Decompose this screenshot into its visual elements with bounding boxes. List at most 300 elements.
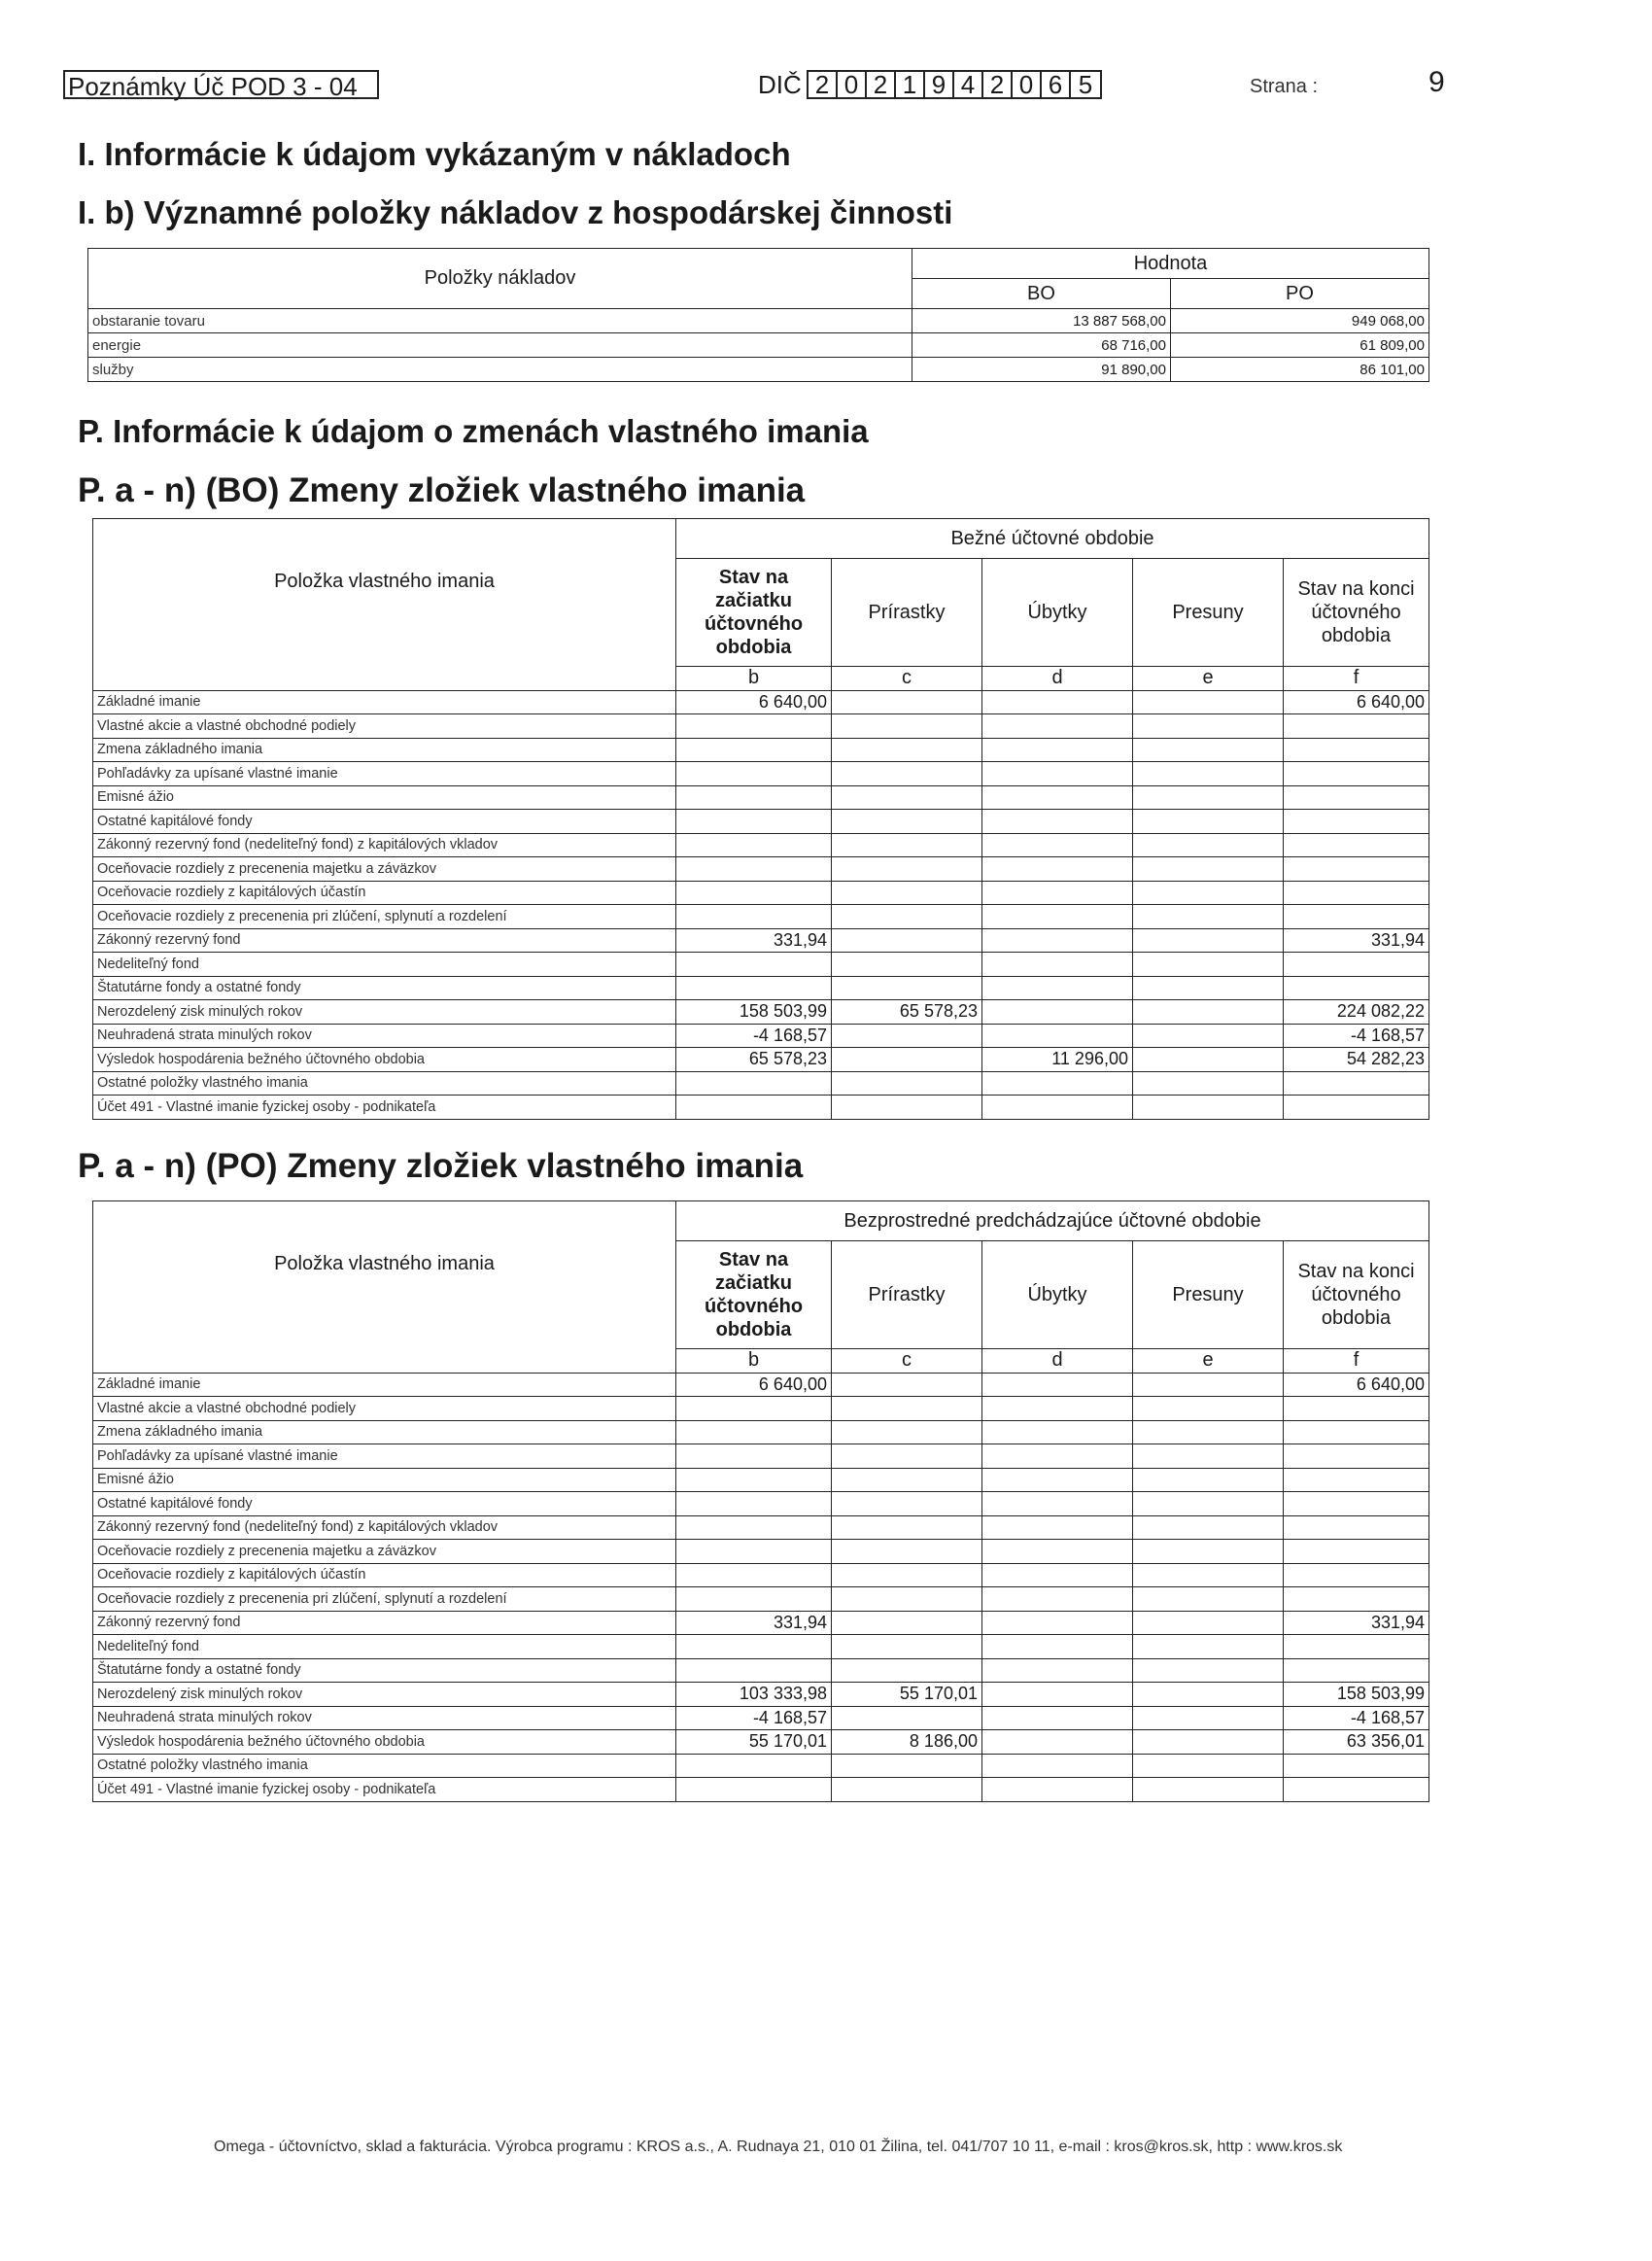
value-start — [676, 738, 832, 762]
value-increase — [832, 1468, 982, 1492]
value-start — [676, 1540, 832, 1564]
row-label: Ostatné položky vlastného imania — [93, 1071, 676, 1096]
value-increase: 65 578,23 — [832, 1000, 982, 1025]
value-decrease — [982, 881, 1133, 905]
value-increase — [832, 1024, 982, 1048]
section-p-title: P. Informácie k údajom o zmenách vlastného imania — [78, 413, 869, 449]
value-increase — [832, 714, 982, 739]
value-decrease — [982, 976, 1133, 1000]
value-start — [676, 833, 832, 857]
row-label: Neuhradená strata minulých rokov — [93, 1024, 676, 1048]
table-row — [93, 1563, 1429, 1587]
table-row — [88, 333, 1429, 358]
value-increase — [832, 1444, 982, 1469]
value-transfer — [1133, 928, 1284, 953]
cost-label: energie — [88, 333, 912, 358]
po-col-end-header: Stav na konci účtovného obdobia — [1284, 1241, 1429, 1349]
value-decrease — [982, 1373, 1133, 1397]
cost-po: 61 809,00 — [1171, 333, 1429, 358]
table-row — [93, 1587, 1429, 1612]
row-label: Zákonný rezervný fond (nedeliteľný fond) z kapitálových vkladov — [93, 1515, 676, 1540]
value-increase — [832, 1635, 982, 1659]
cost-po: 86 101,00 — [1171, 358, 1429, 382]
value-end — [1284, 1515, 1429, 1540]
value-end — [1284, 1492, 1429, 1516]
table-row — [93, 1683, 1429, 1707]
value-transfer — [1133, 1444, 1284, 1469]
value-end — [1284, 1658, 1429, 1683]
value-transfer — [1133, 1563, 1284, 1587]
dic-digit: 5 — [1078, 70, 1093, 99]
value-decrease — [982, 1778, 1133, 1802]
po-rows — [93, 1373, 1429, 1801]
row-label: Pohľadávky za upísané vlastné imanie — [93, 762, 676, 786]
table-row — [93, 1024, 1429, 1048]
row-label: Oceňovacie rozdiely z kapitálových účastín — [93, 1563, 676, 1587]
row-label: Neuhradená strata minulých rokov — [93, 1706, 676, 1730]
value-start — [676, 1096, 832, 1120]
cost-bo: 91 890,00 — [912, 358, 1171, 382]
bo-col-increase-header: Prírastky — [832, 559, 982, 667]
value-end — [1284, 1635, 1429, 1659]
row-label: Oceňovacie rozdiely z precenenia pri zlúčení, splynutí a rozdelení — [93, 1587, 676, 1612]
value-decrease — [982, 1468, 1133, 1492]
table-row — [93, 785, 1429, 810]
table-row — [93, 833, 1429, 857]
value-transfer — [1133, 1071, 1284, 1096]
value-decrease — [982, 1492, 1133, 1516]
value-start: 6 640,00 — [676, 1373, 832, 1397]
value-decrease — [982, 1587, 1133, 1612]
value-end — [1284, 810, 1429, 834]
value-increase — [832, 1397, 982, 1421]
row-label: Zákonný rezervný fond (nedeliteľný fond) z kapitálových vkladov — [93, 833, 676, 857]
table-row — [93, 1778, 1429, 1802]
po-letter: b — [676, 1349, 832, 1374]
value-transfer — [1133, 1048, 1284, 1072]
bo-letter: b — [676, 667, 832, 691]
value-decrease — [982, 1096, 1133, 1120]
col-bo-header: BO — [912, 279, 1171, 309]
value-end — [1284, 976, 1429, 1000]
footer-text: Omega - účtovníctvo, sklad a fakturácia. Výrobca programu : KROS a.s., A. Rudnaya 21, 010 01 Žilina, tel. 041/707 10 11, e-mail : kros@kros.sk, http : www.kros.sk — [214, 2139, 1343, 2155]
value-decrease — [982, 857, 1133, 882]
value-decrease — [982, 785, 1133, 810]
value-decrease — [982, 1611, 1133, 1635]
value-end: 224 082,22 — [1284, 1000, 1429, 1025]
row-label: Nerozdelený zisk minulých rokov — [93, 1683, 676, 1707]
value-transfer — [1133, 833, 1284, 857]
value-end — [1284, 1587, 1429, 1612]
bo-letter: d — [982, 667, 1133, 691]
value-transfer — [1133, 1683, 1284, 1707]
value-end — [1284, 1096, 1429, 1120]
row-label: Emisné ážio — [93, 1468, 676, 1492]
value-start — [676, 905, 832, 929]
row-label: Výsledok hospodárenia bežného účtovného obdobia — [93, 1048, 676, 1072]
equity-table-po — [92, 1200, 1429, 1802]
value-end — [1284, 833, 1429, 857]
value-end — [1284, 1444, 1429, 1469]
value-increase — [832, 785, 982, 810]
dic-digit: 2 — [983, 72, 1013, 97]
table-row — [93, 1468, 1429, 1492]
table-row — [93, 1658, 1429, 1683]
section-p-po-title: P. a - n) (PO) Zmeny zložiek vlastného imania — [78, 1147, 804, 1185]
po-col-start-header: Stav na začiatku účtovného obdobia — [676, 1241, 832, 1349]
value-start — [676, 881, 832, 905]
col-items-header: Položky nákladov — [88, 249, 912, 309]
value-end — [1284, 785, 1429, 810]
po-letter: f — [1284, 1349, 1429, 1374]
value-increase — [832, 1515, 982, 1540]
value-decrease — [982, 1000, 1133, 1025]
dic-digit: 1 — [896, 72, 925, 97]
value-decrease — [982, 738, 1133, 762]
value-start — [676, 1444, 832, 1469]
value-transfer — [1133, 762, 1284, 786]
value-increase — [832, 928, 982, 953]
value-transfer — [1133, 1096, 1284, 1120]
value-increase — [832, 953, 982, 977]
value-transfer — [1133, 1468, 1284, 1492]
table-row — [93, 928, 1429, 953]
dic-digit: 9 — [925, 72, 954, 97]
bo-letter: f — [1284, 667, 1429, 691]
value-start: 158 503,99 — [676, 1000, 832, 1025]
value-transfer — [1133, 1373, 1284, 1397]
value-transfer — [1133, 1778, 1284, 1802]
value-end: 6 640,00 — [1284, 1373, 1429, 1397]
value-end: 158 503,99 — [1284, 1683, 1429, 1707]
value-decrease — [982, 762, 1133, 786]
value-transfer — [1133, 1635, 1284, 1659]
po-col-item-header: Položka vlastného imania — [93, 1201, 676, 1374]
row-label: Štatutárne fondy a ostatné fondy — [93, 976, 676, 1000]
value-transfer — [1133, 1397, 1284, 1421]
value-transfer — [1133, 1492, 1284, 1516]
dic-digit: 6 — [1042, 72, 1071, 97]
value-decrease — [982, 810, 1133, 834]
row-label: Nerozdelený zisk minulých rokov — [93, 1000, 676, 1025]
value-start — [676, 785, 832, 810]
table-row — [93, 1706, 1429, 1730]
value-end — [1284, 1397, 1429, 1421]
row-label: Vlastné akcie a vlastné obchodné podiely — [93, 714, 676, 739]
bo-col-end-header: Stav na konci účtovného obdobia — [1284, 559, 1429, 667]
value-increase — [832, 1373, 982, 1397]
value-transfer — [1133, 1540, 1284, 1564]
value-decrease — [982, 1635, 1133, 1659]
po-col-decrease-header: Úbytky — [982, 1241, 1133, 1349]
table-row — [93, 1444, 1429, 1469]
table-row — [93, 1754, 1429, 1778]
value-transfer — [1133, 953, 1284, 977]
value-start — [676, 1420, 832, 1444]
value-increase — [832, 1754, 982, 1778]
row-label: Vlastné akcie a vlastné obchodné podiely — [93, 1397, 676, 1421]
page-label: Strana : — [1250, 76, 1319, 97]
row-label: Oceňovacie rozdiely z precenenia pri zlúčení, splynutí a rozdelení — [93, 905, 676, 929]
row-label: Základné imanie — [93, 690, 676, 714]
value-increase — [832, 1420, 982, 1444]
value-decrease — [982, 833, 1133, 857]
row-label: Základné imanie — [93, 1373, 676, 1397]
value-start: -4 168,57 — [676, 1706, 832, 1730]
value-start — [676, 714, 832, 739]
cost-table — [87, 248, 1429, 382]
value-transfer — [1133, 714, 1284, 739]
col-value-header: Hodnota — [912, 249, 1429, 279]
value-decrease — [982, 690, 1133, 714]
value-start — [676, 1397, 832, 1421]
table-row — [93, 1071, 1429, 1096]
table-row — [88, 358, 1429, 382]
value-transfer — [1133, 1420, 1284, 1444]
value-increase — [832, 1563, 982, 1587]
po-letter: e — [1133, 1349, 1284, 1374]
row-label: Ostatné kapitálové fondy — [93, 1492, 676, 1516]
value-start — [676, 1658, 832, 1683]
value-end: 54 282,23 — [1284, 1048, 1429, 1072]
value-increase — [832, 1048, 982, 1072]
value-increase — [832, 1096, 982, 1120]
table-row — [93, 1540, 1429, 1564]
value-increase — [832, 1706, 982, 1730]
value-end — [1284, 1778, 1429, 1802]
po-period-header: Bezprostredné predchádzajúce účtovné obdobie — [676, 1201, 1429, 1241]
value-increase — [832, 976, 982, 1000]
value-transfer — [1133, 976, 1284, 1000]
value-start: 6 640,00 — [676, 690, 832, 714]
table-row — [93, 714, 1429, 739]
value-decrease — [982, 1540, 1133, 1564]
value-transfer — [1133, 1754, 1284, 1778]
dic-digit: 2 — [809, 72, 838, 97]
value-start: 331,94 — [676, 1611, 832, 1635]
value-decrease — [982, 905, 1133, 929]
value-start — [676, 810, 832, 834]
value-transfer — [1133, 1611, 1284, 1635]
bo-period-header: Bežné účtovné obdobie — [676, 519, 1429, 559]
value-end — [1284, 738, 1429, 762]
cost-label: obstaranie tovaru — [88, 309, 912, 333]
row-label: Emisné ážio — [93, 785, 676, 810]
row-label: Zákonný rezervný fond — [93, 1611, 676, 1635]
value-start — [676, 1071, 832, 1096]
value-decrease — [982, 1754, 1133, 1778]
po-col-transfer-header: Presuny — [1133, 1241, 1284, 1349]
value-end — [1284, 1420, 1429, 1444]
table-row — [93, 1635, 1429, 1659]
value-decrease — [982, 1071, 1133, 1096]
value-decrease — [982, 1024, 1133, 1048]
value-end — [1284, 857, 1429, 882]
value-decrease — [982, 1397, 1133, 1421]
cost-bo: 13 887 568,00 — [912, 309, 1171, 333]
table-row — [93, 1397, 1429, 1421]
bo-col-start-header: Stav na začiatku účtovného obdobia — [676, 559, 832, 667]
bo-col-transfer-header: Presuny — [1133, 559, 1284, 667]
dic-digit: 0 — [1013, 72, 1042, 97]
value-decrease — [982, 1730, 1133, 1755]
value-end — [1284, 714, 1429, 739]
po-letter: d — [982, 1349, 1133, 1374]
row-label: Zmena základného imania — [93, 738, 676, 762]
value-decrease: 11 296,00 — [982, 1048, 1133, 1072]
equity-table-bo — [92, 518, 1429, 1120]
value-decrease — [982, 1515, 1133, 1540]
row-label: Zmena základného imania — [93, 1420, 676, 1444]
value-end: -4 168,57 — [1284, 1024, 1429, 1048]
value-increase — [832, 1540, 982, 1564]
row-label: Oceňovacie rozdiely z precenenia majetku a záväzkov — [93, 857, 676, 882]
value-start — [676, 1635, 832, 1659]
value-increase — [832, 1778, 982, 1802]
bo-letter: e — [1133, 667, 1284, 691]
value-start — [676, 953, 832, 977]
table-row — [93, 1730, 1429, 1755]
row-label: Účet 491 - Vlastné imanie fyzickej osoby - podnikateľa — [93, 1778, 676, 1802]
value-decrease — [982, 1706, 1133, 1730]
value-increase — [832, 1658, 982, 1683]
value-increase — [832, 1587, 982, 1612]
value-end — [1284, 1071, 1429, 1096]
table-row — [93, 1492, 1429, 1516]
value-start — [676, 1563, 832, 1587]
value-end — [1284, 953, 1429, 977]
value-end: 331,94 — [1284, 928, 1429, 953]
cost-po: 949 068,00 — [1171, 309, 1429, 333]
value-increase — [832, 762, 982, 786]
row-label: Účet 491 - Vlastné imanie fyzickej osoby - podnikateľa — [93, 1096, 676, 1120]
value-decrease — [982, 1563, 1133, 1587]
dic-digit: 4 — [954, 72, 983, 97]
value-start: 55 170,01 — [676, 1730, 832, 1755]
value-transfer — [1133, 810, 1284, 834]
row-label: Zákonný rezervný fond — [93, 928, 676, 953]
value-transfer — [1133, 881, 1284, 905]
section-ib-title: I. b) Významné položky nákladov z hospodárskej činnosti — [78, 194, 953, 230]
value-end — [1284, 1540, 1429, 1564]
value-increase — [832, 857, 982, 882]
value-increase: 8 186,00 — [832, 1730, 982, 1755]
value-increase — [832, 738, 982, 762]
row-label: Štatutárne fondy a ostatné fondy — [93, 1658, 676, 1683]
table-row — [93, 905, 1429, 929]
value-start: 65 578,23 — [676, 1048, 832, 1072]
value-transfer — [1133, 1515, 1284, 1540]
table-row — [88, 309, 1429, 333]
row-label: Nedeliteľný fond — [93, 1635, 676, 1659]
value-end — [1284, 1754, 1429, 1778]
section-i-title: I. Informácie k údajom vykázaným v nákladoch — [78, 136, 791, 172]
row-label: Nedeliteľný fond — [93, 953, 676, 977]
value-increase — [832, 690, 982, 714]
value-end: 331,94 — [1284, 1611, 1429, 1635]
table-row — [93, 738, 1429, 762]
table-row — [93, 1611, 1429, 1635]
bo-col-decrease-header: Úbytky — [982, 559, 1133, 667]
value-start — [676, 1492, 832, 1516]
value-start — [676, 1587, 832, 1612]
value-end — [1284, 905, 1429, 929]
row-label: Výsledok hospodárenia bežného účtovného obdobia — [93, 1730, 676, 1755]
value-end: -4 168,57 — [1284, 1706, 1429, 1730]
value-decrease — [982, 953, 1133, 977]
table-row — [93, 1048, 1429, 1072]
value-start — [676, 1515, 832, 1540]
value-start — [676, 762, 832, 786]
bo-letter: c — [832, 667, 982, 691]
po-letter: c — [832, 1349, 982, 1374]
table-row — [93, 881, 1429, 905]
table-row — [93, 1373, 1429, 1397]
cost-label: služby — [88, 358, 912, 382]
col-po-header: PO — [1171, 279, 1429, 309]
value-end — [1284, 762, 1429, 786]
table-row — [93, 1420, 1429, 1444]
value-transfer — [1133, 905, 1284, 929]
table-row — [93, 1000, 1429, 1025]
value-end — [1284, 1468, 1429, 1492]
value-increase — [832, 881, 982, 905]
value-increase — [832, 833, 982, 857]
table-row — [93, 1096, 1429, 1120]
value-decrease — [982, 1420, 1133, 1444]
value-start: -4 168,57 — [676, 1024, 832, 1048]
value-transfer — [1133, 690, 1284, 714]
value-increase — [832, 905, 982, 929]
value-end — [1284, 1563, 1429, 1587]
bo-col-item-header: Položka vlastného imania — [93, 519, 676, 691]
table-row — [93, 1515, 1429, 1540]
value-decrease — [982, 1658, 1133, 1683]
value-start — [676, 976, 832, 1000]
value-end: 6 640,00 — [1284, 690, 1429, 714]
value-transfer — [1133, 1706, 1284, 1730]
value-decrease — [982, 1683, 1133, 1707]
value-transfer — [1133, 1658, 1284, 1683]
table-row — [93, 810, 1429, 834]
table-row — [93, 857, 1429, 882]
value-decrease — [982, 714, 1133, 739]
value-transfer — [1133, 1024, 1284, 1048]
value-increase — [832, 1071, 982, 1096]
dic-label: DIČ — [758, 70, 802, 99]
table-row — [93, 762, 1429, 786]
form-name: Poznámky Úč POD 3 - 04 — [63, 70, 379, 99]
value-end: 63 356,01 — [1284, 1730, 1429, 1755]
dic-digit: 0 — [838, 72, 867, 97]
value-start — [676, 857, 832, 882]
value-transfer — [1133, 1000, 1284, 1025]
value-increase — [832, 1611, 982, 1635]
cost-bo: 68 716,00 — [912, 333, 1171, 358]
bo-rows — [93, 690, 1429, 1119]
row-label: Oceňovacie rozdiely z kapitálových účastín — [93, 881, 676, 905]
value-increase: 55 170,01 — [832, 1683, 982, 1707]
dic-digit: 2 — [867, 72, 896, 97]
table-row — [93, 690, 1429, 714]
row-label: Pohľadávky za upísané vlastné imanie — [93, 1444, 676, 1469]
dic-boxes — [807, 70, 1102, 99]
value-decrease — [982, 928, 1133, 953]
po-col-increase-header: Prírastky — [832, 1241, 982, 1349]
value-start — [676, 1754, 832, 1778]
page-number: 9 — [1428, 66, 1445, 98]
value-transfer — [1133, 738, 1284, 762]
